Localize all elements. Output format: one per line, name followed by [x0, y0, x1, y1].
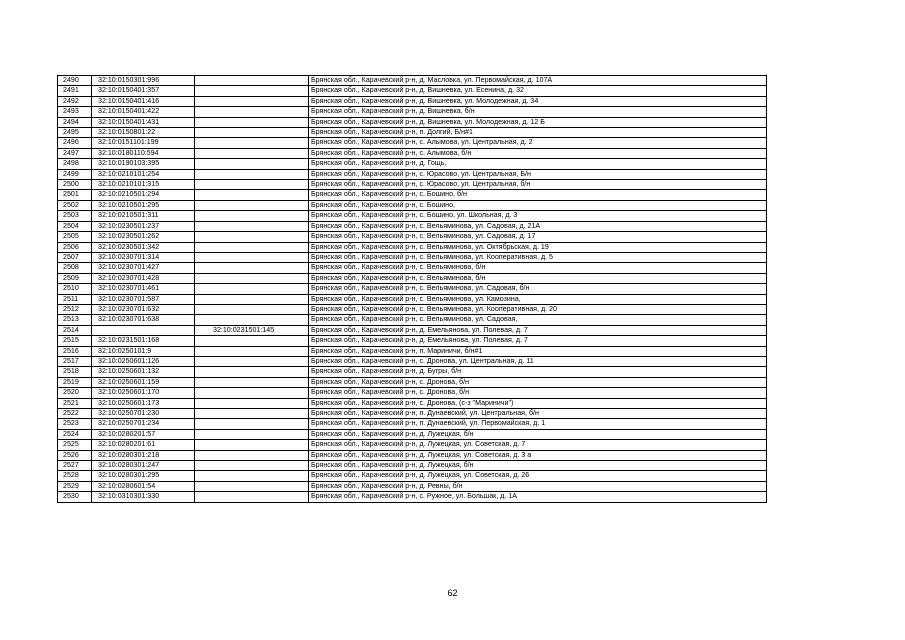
row-number-cell: 2514: [58, 325, 92, 335]
table-row: [58, 96, 767, 106]
cadastral-number-alt-cell: [195, 252, 309, 262]
table-row: [58, 429, 767, 439]
address-cell: Брянская обл., Карачевский р-н, п. Мариничи, б/н#1: [309, 346, 767, 356]
row-number-cell: 2515: [58, 336, 92, 346]
row-number-cell: 2490: [58, 76, 92, 86]
cadastral-number-alt-cell: [195, 294, 309, 304]
address-cell: Брянская обл., Карачевский р-н, с. Вельяминова, ул. Садовая,: [309, 315, 767, 325]
row-number-cell: 2520: [58, 388, 92, 398]
table-row: [58, 190, 767, 200]
table-row: [58, 492, 767, 502]
cadastral-number-cell: 32:10:0250601:126: [92, 356, 195, 366]
cadastral-number-cell: 32:10:0151101:199: [92, 138, 195, 148]
cadastral-number-alt-cell: [195, 471, 309, 481]
address-cell: Брянская обл., Карачевский р-н, д. Лужецкая, ул. Советская, д. 26: [309, 471, 767, 481]
cadastral-number-cell: 32:10:0230701:461: [92, 284, 195, 294]
table-row: [58, 242, 767, 252]
row-number-cell: 2530: [58, 492, 92, 502]
table-row: [58, 315, 767, 325]
address-cell: Брянская обл., Карачевский р-н, д. Лужецкая, ул. Советская, д. 7: [309, 440, 767, 450]
cadastral-number-alt-cell: [195, 190, 309, 200]
address-cell: Брянская обл., Карачевский р-н, с. Бошино, б/н: [309, 190, 767, 200]
address-cell: Брянская обл., Карачевский р-н, с. Вельяминова, б/н: [309, 273, 767, 283]
cadastral-number-cell: [92, 325, 195, 335]
address-cell: Брянская обл., Карачевский р-н, д. Емельянова, ул. Полевая, д. 7: [309, 325, 767, 335]
cadastral-number-alt-cell: [195, 117, 309, 127]
cadastral-number-alt-cell: [195, 461, 309, 471]
row-number-cell: 2511: [58, 294, 92, 304]
table-row: [58, 419, 767, 429]
address-cell: Брянская обл., Карачевский р-н, д. Лужецкая, ул. Советская, д. 3 а: [309, 450, 767, 460]
cadastral-number-alt-cell: [195, 429, 309, 439]
cadastral-number-cell: 32:10:0210101:315: [92, 180, 195, 190]
cadastral-number-cell: 32:10:0150301:996: [92, 76, 195, 86]
cadastral-number-cell: 32:10:0250701:234: [92, 419, 195, 429]
cadastral-number-alt-cell: [195, 367, 309, 377]
table-row: [58, 481, 767, 491]
cadastral-number-alt-cell: [195, 180, 309, 190]
row-number-cell: 2496: [58, 138, 92, 148]
cadastral-number-cell: 32:10:0230701:587: [92, 294, 195, 304]
address-cell: Брянская обл., Карачевский р-н, д. Вишневка, ул. Есенина, д. 32: [309, 86, 767, 96]
address-cell: Брянская обл., Карачевский р-н, д. Вишневка, ул. Молодежная, д. 12 Б: [309, 117, 767, 127]
row-number-cell: 2500: [58, 180, 92, 190]
page-number: 62: [447, 588, 458, 598]
cadastral-number-alt-cell: [195, 232, 309, 242]
row-number-cell: 2497: [58, 148, 92, 158]
address-cell: Брянская обл., Карачевский р-н, с. Вельяминова, ул. Октябрьская, д. 19: [309, 242, 767, 252]
address-cell: Брянская обл., Карачевский р-н, с. Дронова, б/н: [309, 377, 767, 387]
cadastral-number-cell: 32:10:0230701:314: [92, 252, 195, 262]
cadastral-number-cell: 32:10:0250601:132: [92, 367, 195, 377]
cadastral-number-cell: 32:10:0250601:159: [92, 377, 195, 387]
address-cell: Брянская обл., Карачевский р-н, д. Бугры, б/н: [309, 367, 767, 377]
row-number-cell: 2525: [58, 440, 92, 450]
row-number-cell: 2509: [58, 273, 92, 283]
table-row: [58, 273, 767, 283]
cadastral-number-cell: 32:10:0230701:638: [92, 315, 195, 325]
cadastral-number-alt-cell: [195, 148, 309, 158]
table-row: [58, 211, 767, 221]
table-row: [58, 388, 767, 398]
row-number-cell: 2499: [58, 169, 92, 179]
cadastral-number-alt-cell: [195, 284, 309, 294]
table-row: [58, 325, 767, 335]
address-cell: Брянская обл., Карачевский р-н, с. Алымова, б/н: [309, 148, 767, 158]
table-row: [58, 76, 767, 86]
table-row: [58, 252, 767, 262]
row-number-cell: 2513: [58, 315, 92, 325]
cadastral-number-alt-cell: 32:10:0231501:145: [195, 325, 309, 335]
address-cell: Брянская обл., Карачевский р-н, с. Алымова, ул. Центральная, д. 2: [309, 138, 767, 148]
cadastral-number-cell: 32:10:0150401:422: [92, 107, 195, 117]
cadastral-number-alt-cell: [195, 492, 309, 502]
address-cell: Брянская обл., Карачевский р-н, д. Вишневка, ул. Молодежная, д. 34: [309, 96, 767, 106]
row-number-cell: 2503: [58, 211, 92, 221]
address-cell: Брянская обл., Карачевский р-н, с. Вельяминова, ул. Кооперативная, д. 20: [309, 304, 767, 314]
address-cell: Брянская обл., Карачевский р-н, п. Долгий, Б/н#1: [309, 128, 767, 138]
cadastral-number-cell: 32:10:0280301:295: [92, 471, 195, 481]
cadastral-number-alt-cell: [195, 377, 309, 387]
cadastral-number-alt-cell: [195, 450, 309, 460]
cadastral-number-cell: 32:10:0230501:237: [92, 221, 195, 231]
address-cell: Брянская обл., Карачевский р-н, д. Масловка, ул. Первомайская, д. 107А: [309, 76, 767, 86]
cadastral-number-alt-cell: [195, 76, 309, 86]
address-cell: Брянская обл., Карачевский р-н, с. Дронова, (с-з "Мариничи"): [309, 398, 767, 408]
cadastral-number-cell: 32:10:0280201:61: [92, 440, 195, 450]
table-row: [58, 336, 767, 346]
table-row: [58, 461, 767, 471]
cadastral-number-alt-cell: [195, 86, 309, 96]
table-row: [58, 450, 767, 460]
row-number-cell: 2510: [58, 284, 92, 294]
address-cell: Брянская обл., Карачевский р-н, с. Юрасово, ул. Центральная, Б/н: [309, 169, 767, 179]
address-cell: Брянская обл., Карачевский р-н, д. Лужецкая, б/н: [309, 461, 767, 471]
cadastral-number-cell: 32:10:0230701:428: [92, 273, 195, 283]
cadastral-number-cell: 32:10:0210501:294: [92, 190, 195, 200]
cadastral-number-alt-cell: [195, 273, 309, 283]
table-row: [58, 263, 767, 273]
row-number-cell: 2502: [58, 200, 92, 210]
table-row: [58, 169, 767, 179]
cadastral-number-alt-cell: [195, 388, 309, 398]
table-row: [58, 180, 767, 190]
cadastral-number-cell: 32:10:0250701:230: [92, 409, 195, 419]
table-row: [58, 107, 767, 117]
address-cell: Брянская обл., Карачевский р-н, с. Ружное, ул. Большак, д. 1А: [309, 492, 767, 502]
address-cell: Брянская обл., Карачевский р-н, д. Вишневка, б/н: [309, 107, 767, 117]
cadastral-number-alt-cell: [195, 138, 309, 148]
row-number-cell: 2524: [58, 429, 92, 439]
row-number-cell: 2504: [58, 221, 92, 231]
table-row: [58, 221, 767, 231]
address-cell: Брянская обл., Карачевский р-н, с. Вельяминова, ул. Садовая, д. 21А: [309, 221, 767, 231]
address-cell: Брянская обл., Карачевский р-н, п. Дунаевский, ул. Центральная, б/н: [309, 409, 767, 419]
cadastral-number-cell: 32:10:0150401:431: [92, 117, 195, 127]
address-cell: Брянская обл., Карачевский р-н, с. Вельяминова, ул. Камозина,: [309, 294, 767, 304]
table-row: [58, 138, 767, 148]
cadastral-number-alt-cell: [195, 315, 309, 325]
cadastral-number-cell: 32:10:0150401:357: [92, 86, 195, 96]
registry-table: [57, 75, 767, 503]
cadastral-number-alt-cell: [195, 419, 309, 429]
cadastral-number-cell: 32:10:0280301:247: [92, 461, 195, 471]
address-cell: Брянская обл., Карачевский р-н, д. Ревны, б/н: [309, 481, 767, 491]
row-number-cell: 2526: [58, 450, 92, 460]
table-row: [58, 377, 767, 387]
cadastral-number-alt-cell: [195, 169, 309, 179]
row-number-cell: 2512: [58, 304, 92, 314]
cadastral-number-cell: 32:10:0230501:262: [92, 232, 195, 242]
cadastral-number-alt-cell: [195, 96, 309, 106]
cadastral-number-alt-cell: [195, 242, 309, 252]
cadastral-number-alt-cell: [195, 481, 309, 491]
row-number-cell: 2507: [58, 252, 92, 262]
cadastral-number-alt-cell: [195, 221, 309, 231]
cadastral-number-cell: 32:10:0150401:416: [92, 96, 195, 106]
table-row: [58, 356, 767, 366]
row-number-cell: 2505: [58, 232, 92, 242]
cadastral-number-cell: 32:10:0250601:173: [92, 398, 195, 408]
cadastral-number-cell: 32:10:0230701:427: [92, 263, 195, 273]
cadastral-number-alt-cell: [195, 107, 309, 117]
cadastral-number-cell: 32:10:0210501:311: [92, 211, 195, 221]
cadastral-number-cell: 32:10:0180110:594: [92, 148, 195, 158]
cadastral-number-cell: 32:10:0190103:395: [92, 159, 195, 169]
table-row: [58, 148, 767, 158]
cadastral-number-cell: 32:10:0280301:218: [92, 450, 195, 460]
cadastral-number-alt-cell: [195, 336, 309, 346]
address-cell: Брянская обл., Карачевский р-н, с. Дронова, ул. Центральная, д. 11: [309, 356, 767, 366]
row-number-cell: 2508: [58, 263, 92, 273]
cadastral-number-alt-cell: [195, 356, 309, 366]
table-row: [58, 232, 767, 242]
row-number-cell: 2494: [58, 117, 92, 127]
cadastral-number-cell: 32:10:0230501:342: [92, 242, 195, 252]
address-cell: Брянская обл., Карачевский р-н, п. Дунаевский, ул. Первомайская, д. 1: [309, 419, 767, 429]
table-row: [58, 440, 767, 450]
row-number-cell: 2522: [58, 409, 92, 419]
table-row: [58, 284, 767, 294]
row-number-cell: 2528: [58, 471, 92, 481]
cadastral-number-cell: 32:10:0210501:295: [92, 200, 195, 210]
address-cell: Брянская обл., Карачевский р-н, с. Вельяминова, ул. Кооперативная, д. 5: [309, 252, 767, 262]
cadastral-number-cell: 32:10:0310301:330: [92, 492, 195, 502]
cadastral-number-alt-cell: [195, 304, 309, 314]
address-cell: Брянская обл., Карачевский р-н, с. Вельяминова, б/н: [309, 263, 767, 273]
table-row: [58, 294, 767, 304]
row-number-cell: 2521: [58, 398, 92, 408]
cadastral-number-cell: 32:10:0250101:9: [92, 346, 195, 356]
address-cell: Брянская обл., Карачевский р-н, с. Бошино,: [309, 200, 767, 210]
cadastral-number-alt-cell: [195, 346, 309, 356]
table-row: [58, 304, 767, 314]
row-number-cell: 2498: [58, 159, 92, 169]
table-row: [58, 200, 767, 210]
address-cell: Брянская обл., Карачевский р-н, д. Лужецкая, б/н: [309, 429, 767, 439]
row-number-cell: 2516: [58, 346, 92, 356]
row-number-cell: 2519: [58, 377, 92, 387]
row-number-cell: 2527: [58, 461, 92, 471]
cadastral-number-alt-cell: [195, 440, 309, 450]
table-row: [58, 128, 767, 138]
cadastral-number-cell: 32:10:0230701:632: [92, 304, 195, 314]
table-row: [58, 367, 767, 377]
row-number-cell: 2518: [58, 367, 92, 377]
row-number-cell: 2517: [58, 356, 92, 366]
row-number-cell: 2495: [58, 128, 92, 138]
cadastral-number-cell: 32:10:0280601:54: [92, 481, 195, 491]
cadastral-number-cell: 32:10:0210101:254: [92, 169, 195, 179]
address-cell: Брянская обл., Карачевский р-н, с. Дронова, б/н: [309, 388, 767, 398]
address-cell: Брянская обл., Карачевский р-н, с. Вельяминова, ул. Садовая, б/н: [309, 284, 767, 294]
table-row: [58, 159, 767, 169]
cadastral-number-alt-cell: [195, 211, 309, 221]
address-cell: Брянская обл., Карачевский р-н, д. Гощь,: [309, 159, 767, 169]
row-number-cell: 2523: [58, 419, 92, 429]
cadastral-number-alt-cell: [195, 409, 309, 419]
row-number-cell: 2493: [58, 107, 92, 117]
row-number-cell: 2529: [58, 481, 92, 491]
cadastral-number-alt-cell: [195, 128, 309, 138]
cadastral-number-cell: 32:10:0150801:22: [92, 128, 195, 138]
cadastral-number-cell: 32:10:0231501:168: [92, 336, 195, 346]
row-number-cell: 2492: [58, 96, 92, 106]
table-row: [58, 398, 767, 408]
cadastral-number-alt-cell: [195, 263, 309, 273]
address-cell: Брянская обл., Карачевский р-н, с. Вельяминова, ул. Садовая, д. 17: [309, 232, 767, 242]
registry-table-body: [58, 76, 767, 503]
cadastral-number-alt-cell: [195, 398, 309, 408]
table-row: [58, 471, 767, 481]
address-cell: Брянская обл., Карачевский р-н, д. Емельянова, ул. Полевая, д. 7: [309, 336, 767, 346]
address-cell: Брянская обл., Карачевский р-н, с. Юрасово, ул. Центральная, б/н: [309, 180, 767, 190]
row-number-cell: 2501: [58, 190, 92, 200]
cadastral-number-cell: 32:10:0280201:57: [92, 429, 195, 439]
cadastral-number-alt-cell: [195, 200, 309, 210]
table-row: [58, 409, 767, 419]
cadastral-number-alt-cell: [195, 159, 309, 169]
table-row: [58, 346, 767, 356]
row-number-cell: 2491: [58, 86, 92, 96]
table-row: [58, 86, 767, 96]
row-number-cell: 2506: [58, 242, 92, 252]
address-cell: Брянская обл., Карачевский р-н, с. Бошино, ул. Школьная, д. 3: [309, 211, 767, 221]
cadastral-number-cell: 32:10:0250601:170: [92, 388, 195, 398]
table-row: [58, 117, 767, 127]
